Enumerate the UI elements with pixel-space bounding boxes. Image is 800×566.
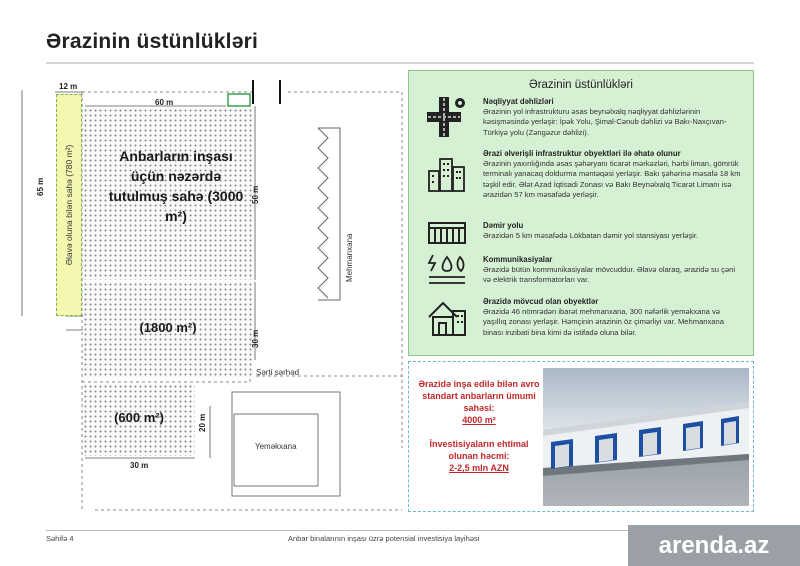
zone-1800-label: (1800 m²)	[139, 320, 197, 335]
road-junction-icon	[427, 97, 467, 137]
dim-20m: 20 m	[198, 413, 207, 432]
railway-icon	[427, 219, 467, 247]
advantages-title: Ərazinin üstünlükləri	[529, 79, 633, 91]
page-title: Ərazinin üstünlükləri	[46, 30, 258, 53]
invest-heading: İnvestisiyaların ehtimal olunan həcmi:	[429, 439, 529, 461]
dim-12m: 12 m	[59, 82, 78, 91]
zone-1800	[83, 282, 253, 378]
dim-50m: 50 m	[251, 185, 260, 204]
area-heading: Ərazidə inşa edilə bilən avro standart anbarların ümumi sahəsi:	[418, 379, 540, 413]
warehouse-photo	[543, 368, 749, 506]
site-plan	[0, 70, 410, 530]
advantage-title: Ərazi əlverişli infrastruktur obyektləri ilə əhatə olunur	[483, 149, 681, 158]
zone-600-label: (600 m²)	[114, 410, 164, 425]
dim-60m: 60 m	[155, 98, 174, 107]
advantage-title: Dəmir yolu	[483, 221, 524, 230]
utilities-icon	[427, 253, 467, 287]
advantage-text: Ərazidən 5 km məsafədə Lökbatan dəmir yol stansiyası yerləşir.	[483, 231, 699, 241]
boundary-label: Şərti sərhəd	[256, 368, 300, 377]
canteen-label: Yeməkxana	[255, 442, 297, 451]
footer-project-title: Anbar binalarının inşası üzrə potensial investisiya layihəsi	[288, 534, 480, 543]
area-value: 4000 m²	[462, 415, 496, 425]
advantage-title: Ərazidə mövcud olan obyektlər	[483, 297, 599, 306]
city-buildings-icon	[427, 153, 467, 193]
advantages-panel	[408, 70, 754, 356]
advantage-text: Ərazinin yol infrastrukturu əsas beynəlxalq nəqliyyat dəhlizlərinin kəsişməsində yerləşir: İpək Yolu, Şimal-Cənub dəhlizi və Bakı-Naxçıvan-Türkiyə yolu (Zəngəzur dəhlizi).	[483, 107, 727, 137]
zone-warehouse-main-label: Anbarların inşası üçün nəzərdə tutulmuş sahə (3000 m²)	[108, 148, 244, 224]
dim-30m-bottom: 30 m	[130, 461, 149, 470]
hotel-label: Mehmanxana	[345, 233, 354, 282]
advantage-text: Ərazidə 46 nömrədən ibarət mehmanxana, 300 nəfərlik yeməkxana və yaşıllıq zonası yerləşir. Həmçinin ərazinin öz çimərliyi var. Mehmanxana binası inzibati bina kimi də istifadə oluna bilər.	[483, 307, 724, 337]
dim-65m: 65 m	[36, 177, 45, 196]
zone-600	[83, 384, 195, 456]
extra-area-label-wrap	[56, 94, 82, 316]
footer-page-number: Səhifə 4	[46, 534, 74, 543]
house-building-icon	[427, 297, 467, 337]
summary-box	[408, 361, 754, 512]
dim-30m-mid: 30 m	[251, 329, 260, 348]
title-divider	[46, 62, 754, 64]
zone-warehouse-main	[83, 108, 253, 280]
advantage-text: Ərazinin yaxınlığında əsas şəhəryanı ticarət mərkəzləri, hərbi liman, gömrük terminalı yanacaq doldurma məntəqəsi yerləşir. Bakı şəhərinə məsafə 18 km təşkil edir. Ələt Azad İqtisadi Zonası və Bakı Beynəlxalq Ticarət Limanı isə ərazidən 57 km məsafədə yerləşir.	[483, 159, 741, 199]
invest-value: 2-2,5 mln AZN	[449, 463, 509, 473]
advantage-text: Ərazidə bütün kommunikasiyalar mövcuddur. Əlavə olaraq, ərazidə su çəni və elektrik transformatorları var.	[483, 265, 736, 285]
advantage-title: Kommunikasiyalar	[483, 255, 553, 264]
advantage-title: Nəqliyyat dəhlizləri	[483, 97, 554, 106]
watermark-logo: arenda.az	[628, 525, 800, 566]
extra-area-label: Əlavə oluna bilən sahə (780 m²)	[64, 144, 74, 266]
